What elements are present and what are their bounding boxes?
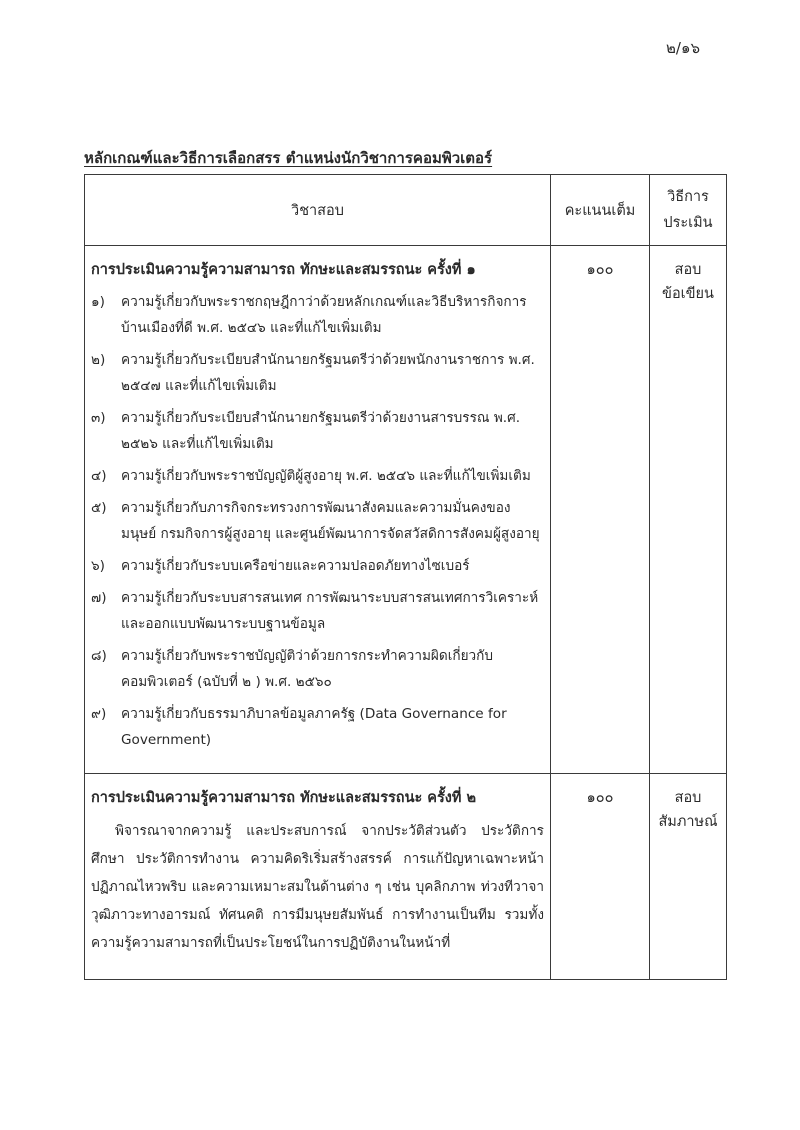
item-number: ๑) [91,294,105,310]
selection-criteria-table [84,174,727,980]
table-row-section2 [85,774,727,980]
header-method-line1: วิธีการ [667,189,709,205]
item-text: ความรู้เกี่ยวกับระบบเครือข่ายและความปลอดภัยทางไซเบอร์ [121,558,470,574]
section1-score-cell [551,246,650,774]
header-method-line2: ประเมิน [663,215,713,231]
section1-title: การประเมินความรู้ความสามารถ ทักษะและสมรรถนะ ครั้งที่ ๑ [91,262,476,278]
header-method [650,175,727,246]
item-number: ๗) [91,590,107,606]
list-item [91,643,544,695]
section2-title: การประเมินความรู้ความสามารถ ทักษะและสมรรถนะ ครั้งที่ ๒ [91,790,477,806]
section1-score: ๑๐๐ [586,262,614,278]
item-number: ๖) [91,558,105,574]
list-item [91,495,544,547]
section1-subject-cell [85,246,551,774]
list-item [91,405,544,457]
page-heading: หลักเกณฑ์และวิธีการเลือกสรร ตำแหน่งนักวิชาการคอมพิวเตอร์ [84,149,493,167]
section2-score-cell [551,774,650,980]
list-item [91,347,544,399]
item-number: ๒) [91,352,106,368]
table-header-row [85,175,727,246]
header-full-score: คะแนนเต็ม [551,175,650,246]
item-text: ความรู้เกี่ยวกับพระราชกฤษฎีกาว่าด้วยหลักเกณฑ์และวิธีบริหารกิจการบ้านเมืองที่ดี พ.ศ. ๒๕๔๖ และที่แก้ไขเพิ่มเติม [121,294,527,336]
item-text: ความรู้เกี่ยวกับระเบียบสำนักนายกรัฐมนตรีว่าด้วยงานสารบรรณ พ.ศ. ๒๕๒๖ และที่แก้ไขเพิ่มเติม [121,410,521,452]
header-subject: วิชาสอบ [85,175,551,246]
table-row-section1 [85,246,727,774]
item-text: ความรู้เกี่ยวกับระเบียบสำนักนายกรัฐมนตรีว่าด้วยพนักงานราชการ พ.ศ. ๒๕๔๗ และที่แก้ไขเพิ่มเติม [121,352,535,394]
list-item [91,289,544,341]
item-text: ความรู้เกี่ยวกับธรรมาภิบาลข้อมูลภาครัฐ (Data Governance for Government) [121,706,507,748]
item-text: ความรู้เกี่ยวกับพระราชบัญญัติผู้สูงอายุ พ.ศ. ๒๕๔๖ และที่แก้ไขเพิ่มเติม [121,468,531,484]
section2-subject-cell [85,774,551,980]
section1-method-cell [650,246,727,774]
page-number: ๒/๑๖ [666,39,700,57]
item-number: ๓) [91,410,106,426]
section2-method-line2: สัมภาษณ์ [658,814,718,830]
section2-method-cell [650,774,727,980]
item-number: ๘) [91,648,107,664]
list-item [91,585,544,637]
section2-paragraph: พิจารณาจากความรู้ และประสบการณ์ จากประวัติส่วนตัว ประวัติการศึกษา ประวัติการทำงาน ความคิดริเริ่มสร้างสรรค์ การแก้ปัญหาเฉพาะหน้าปฏิภาณไหวพริบ และความเหมาะสมในด้านต่าง ๆ เช่น บุคลิกภาพ ท่วงทีวาจา วุฒิภาวะทางอารมณ์ ทัศนคติ การมีมนุษยสัมพันธ์ การทำงานเป็นทีม รวมทั้งความรู้ความสามารถที่เป็นประโยชน์ในการปฏิบัติงานในหน้าที่ [91,823,544,951]
item-text: ความรู้เกี่ยวกับระบบสารสนเทศ การพัฒนาระบบสารสนเทศการวิเคราะห์และออกแบบพัฒนาระบบฐานข้อมูล [121,590,539,632]
item-number: ๔) [91,468,107,484]
list-item [91,553,544,579]
section2-score: ๑๐๐ [586,790,614,806]
section2-method-line1: สอบ [674,790,702,806]
item-number: ๙) [91,706,107,722]
item-text: ความรู้เกี่ยวกับภารกิจกระทรวงการพัฒนาสังคมและความมั่นคงของมนุษย์ กรมกิจการผู้สูงอายุ และศูนย์พัฒนาการจัดสวัสดิการสังคมผู้สูงอายุ [121,500,540,542]
section1-method-line1: สอบ [674,262,702,278]
list-item [91,463,544,489]
item-number: ๕) [91,500,107,516]
section1-item-list [85,289,550,773]
item-text: ความรู้เกี่ยวกับพระราชบัญญัติว่าด้วยการกระทำความผิดเกี่ยวกับคอมพิวเตอร์ (ฉบับที่ ๒ ) พ.ศ. ๒๕๖๐ [121,648,494,690]
list-item [91,701,544,753]
section1-method-line2: ข้อเขียน [662,286,714,302]
